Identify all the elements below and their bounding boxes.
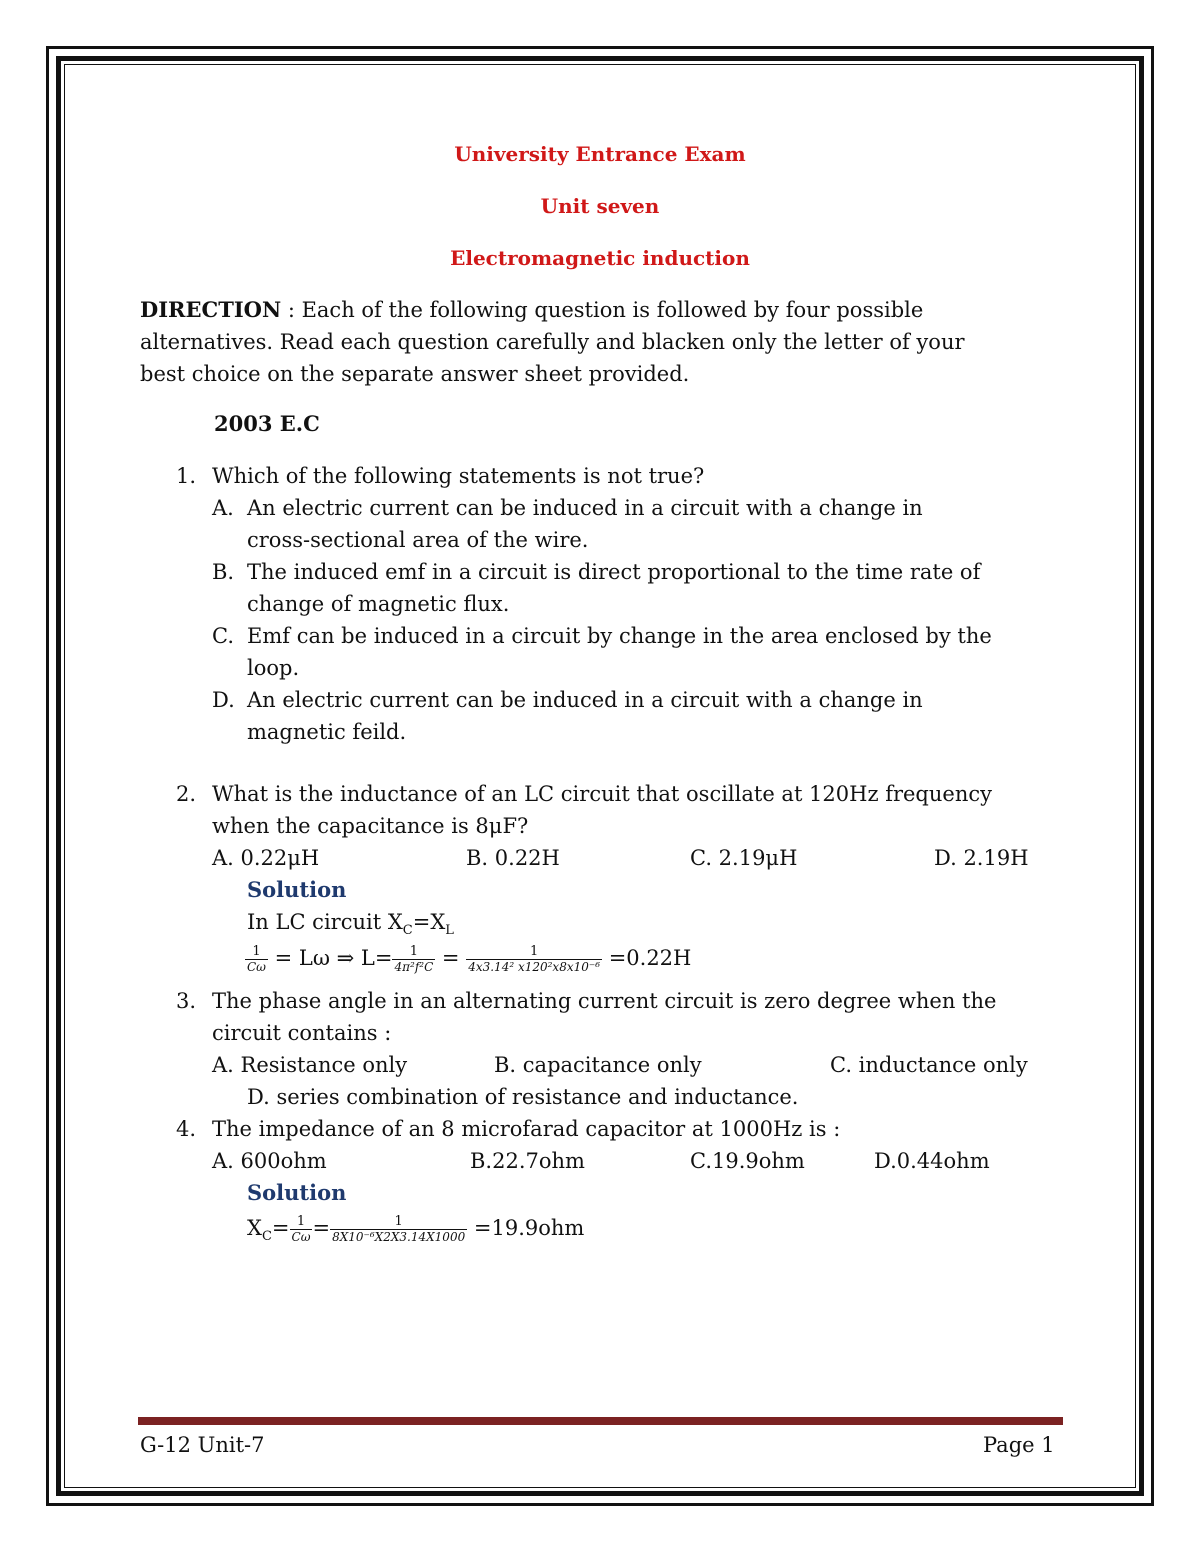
- q4-option-d: D.0.44ohm: [874, 1149, 990, 1173]
- q3-option-c: C. inductance only: [830, 1053, 1028, 1077]
- q2-solution-label: Solution: [247, 877, 347, 902]
- q1-c-line1: Emf can be induced in a circuit by change in the area enclosed by the: [247, 624, 992, 648]
- footer-left: G-12 Unit-7: [140, 1433, 265, 1457]
- q3-option-d: D. series combination of resistance and inductance.: [247, 1085, 799, 1109]
- q2-option-c: C. 2.19μH: [690, 846, 798, 870]
- q2-option-b: B. 0.22H: [466, 846, 560, 870]
- q4-option-b: B.22.7ohm: [470, 1149, 585, 1173]
- q1-b-line1: The induced emf in a circuit is direct proportional to the time rate of: [247, 560, 981, 584]
- q4-option-a: A. 600ohm: [212, 1149, 327, 1173]
- q4-line1: The impedance of an 8 microfarad capacitor at 1000Hz is :: [212, 1117, 841, 1141]
- direction-line-2: alternatives. Read each question carefully and blacken only the letter of your: [140, 330, 965, 354]
- q3-line2: circuit contains :: [212, 1021, 392, 1045]
- q2-option-d: D. 2.19H: [934, 846, 1029, 870]
- exam-title: University Entrance Exam: [454, 142, 746, 166]
- q4-number: 4.: [176, 1117, 197, 1141]
- q2-option-a: A. 0.22μH: [212, 846, 320, 870]
- q4-solution-label: Solution: [247, 1180, 347, 1205]
- year-heading: 2003 E.C: [214, 411, 320, 436]
- q1-a-label: A.: [212, 496, 234, 520]
- fraction: $\frac{1}{C\omega}$: [291, 1213, 311, 1244]
- q1-d-line1: An electric current can be induced in a circuit with a change in: [247, 688, 923, 712]
- q2-solution-line1: In LC circuit $X_C=X_L$: [247, 910, 454, 939]
- q2-line2: when the capacitance is 8μF?: [212, 814, 529, 838]
- q3-line1: The phase angle in an alternating current circuit is zero degree when the: [212, 989, 997, 1013]
- q3-option-a: A. Resistance only: [212, 1053, 408, 1077]
- fraction: $\frac{1}{\text{8X10⁻⁶X2X3.14X1000}}$: [332, 1213, 466, 1244]
- q1-d-label: D.: [212, 688, 235, 712]
- q1-number: 1.: [176, 464, 197, 488]
- q3-number: 3.: [176, 989, 197, 1013]
- q1-c-label: C.: [212, 624, 234, 648]
- unit-title: Unit seven: [540, 194, 660, 218]
- footer-rule: [138, 1417, 1063, 1425]
- q3-option-b: B. capacitance only: [494, 1053, 702, 1077]
- q1-a-line1: An electric current can be induced in a circuit with a change in: [247, 496, 923, 520]
- direction-line-1: DIRECTION : Each of the following question is followed by four possible: [140, 297, 924, 322]
- q1-c-line2: loop.: [247, 656, 300, 680]
- q1-d-line2: magnetic feild.: [247, 720, 407, 744]
- q1-a-line2: cross-sectional area of the wire.: [247, 528, 589, 552]
- q4-solution-equation: $X_C=$ $\frac{1}{C\omega}$ = $\frac{1}{\text{8X10⁻⁶X2X3.14X1000}}$ =19.9ohm: [247, 1213, 585, 1245]
- q1-b-line2: change of magnetic flux.: [247, 592, 510, 616]
- q4-option-c: C.19.9ohm: [690, 1149, 805, 1173]
- q2-solution-equation: $\frac{1}{C\omega}$ = Lω ⇒ L= $\frac{1}{\text{4π²f²C}}$ = $\frac{1}{\text{4x3.14² x120²x8x10⁻⁶}}$ =0.22H: [247, 943, 692, 974]
- q1-text: Which of the following statements is not true?: [212, 464, 705, 488]
- footer-page-number: Page 1: [983, 1433, 1055, 1457]
- q2-line1: What is the inductance of an LC circuit that oscillate at 120Hz frequency: [212, 782, 992, 806]
- fraction: $\frac{1}{\text{4π²f²C}}$: [394, 943, 434, 974]
- q2-number: 2.: [176, 782, 197, 806]
- direction-line-3: best choice on the separate answer sheet provided.: [140, 362, 690, 386]
- direction-label: DIRECTION: [140, 297, 282, 322]
- fraction: $\frac{1}{\text{4x3.14² x120²x8x10⁻⁶}}$: [468, 943, 601, 974]
- q1-b-label: B.: [212, 560, 235, 584]
- fraction: $\frac{1}{C\omega}$: [247, 943, 266, 974]
- topic-title: Electromagnetic induction: [450, 246, 750, 270]
